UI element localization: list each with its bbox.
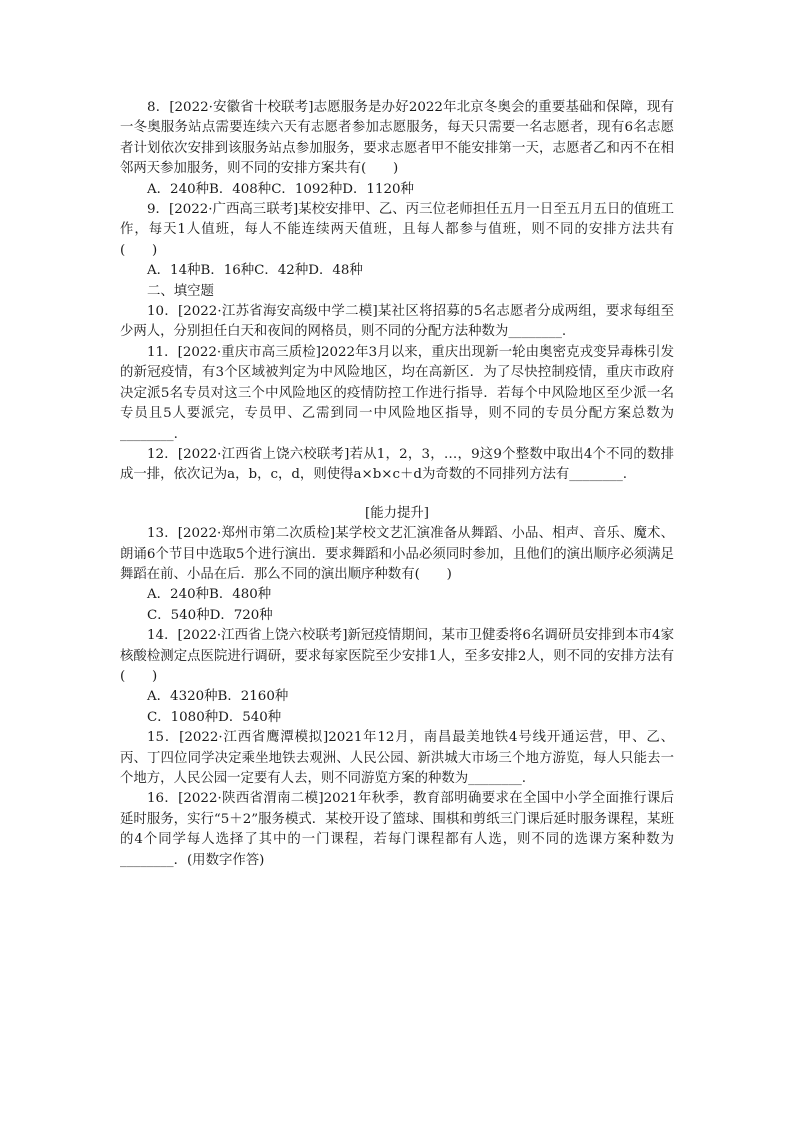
question-16: 16．[2022·陕西省渭南二模]2021年秋季，教育部明确要求在全国中小学全面推行课后延时服务，实行“5＋2”服务模式．某校开设了篮球、围棋和剪纸三门课后延时服务课程，某班的4个同学每人选择了其中的一门课程，若每门课程都有人选，则不同的选课方案种数为________．(用数字作答) — [120, 791, 674, 868]
question-14-options-1: A．4320种B．2160种 — [147, 689, 289, 705]
question-8-options: A．240种B．408种C．1092种D．1120种 — [147, 181, 414, 197]
question-12: 12．[2022·江西省上饶六校联考]若从1，2，3，…，9这9个整数中取出4个不同的数排成一排，依次记为a，b，c，d，则使得a×b×c＋d为奇数的不同排列方法有________. — [120, 446, 674, 483]
question-15: 15．[2022·江西省鹰潭模拟]2021年12月，南昌最美地铁4号线开通运营，甲、乙、丙、丁四位同学决定乘坐地铁去观洲、人民公园、新洪城大市场三个地方游览，每人只能去一个地方，人民公园一定要有人去，则不同游览方案的种数为________. — [120, 730, 674, 786]
section-title-fill-in: 二、填空题 — [147, 283, 214, 299]
question-8: 8．[2022·安徽省十校联考]志愿服务是办好2022年北京冬奥会的重要基础和保障，现有一冬奥服务站点需要连续六天有志愿者参加志愿服务，每天只需要一名志愿者，现有6名志愿者计划依次安排到该服务站点参加服务，要求志愿者甲不能安排第一天，志愿者乙和丙不在相邻两天参加服务，则不同的安排方案共有( ) — [120, 100, 674, 177]
question-14-options-2: C．1080种D．540种 — [147, 709, 282, 725]
question-13: 13．[2022·郑州市第二次质检]某学校文艺汇演准备从舞蹈、小品、相声、音乐、魔术、朗诵6个节目中选取5个进行演出．要求舞蹈和小品必须同时参加，且他们的演出顺序必须满足舞蹈在前、小品在后．那么不同的演出顺序种数有( ) — [120, 526, 674, 582]
question-13-options-2: C．540种D．720种 — [147, 607, 273, 623]
question-9-options: A．14种B．16种C．42种D．48种 — [147, 263, 363, 279]
question-10: 10．[2022·江苏省海安高级中学二模]某社区将招募的5名志愿者分成两组，要求每组至少两人，分别担任白天和夜间的网格员，则不同的分配方法种数为________. — [120, 304, 674, 340]
question-content — [120, 98, 674, 871]
ability-heading: [能力提升] — [364, 505, 429, 521]
question-9: 9．[2022·广西高三联考]某校安排甲、乙、丙三位老师担任五月一日至五月五日的值班工作，每天1人值班，每人不能连续两天值班，且每人都参与值班，则不同的安排方法共有( ) — [120, 202, 674, 258]
question-11: 11．[2022·重庆市高三质检]2022年3月以来，重庆出现新一轮由奥密克戎变异毒株引发的新冠疫情，有3个区域被判定为中风险地区，均在高新区．为了尽快控制疫情，重庆市政府决定派5名专员对这三个中风险地区的疫情防控工作进行指导．若每个中风险地区至少派一名专员且5人要派完，专员甲、乙需到同一中风险地区指导，则不同的专员分配方案总数为________. — [120, 344, 674, 442]
question-14: 14．[2022·江西省上饶六校联考]新冠疫情期间，某市卫健委将6名调研员安排到本市4家核酸检测定点医院进行调研，要求每家医院至少安排1人，至多安排2人，则不同的安排方法有( ) — [120, 628, 674, 684]
question-13-options-1: A．240种B．480种 — [147, 587, 272, 603]
